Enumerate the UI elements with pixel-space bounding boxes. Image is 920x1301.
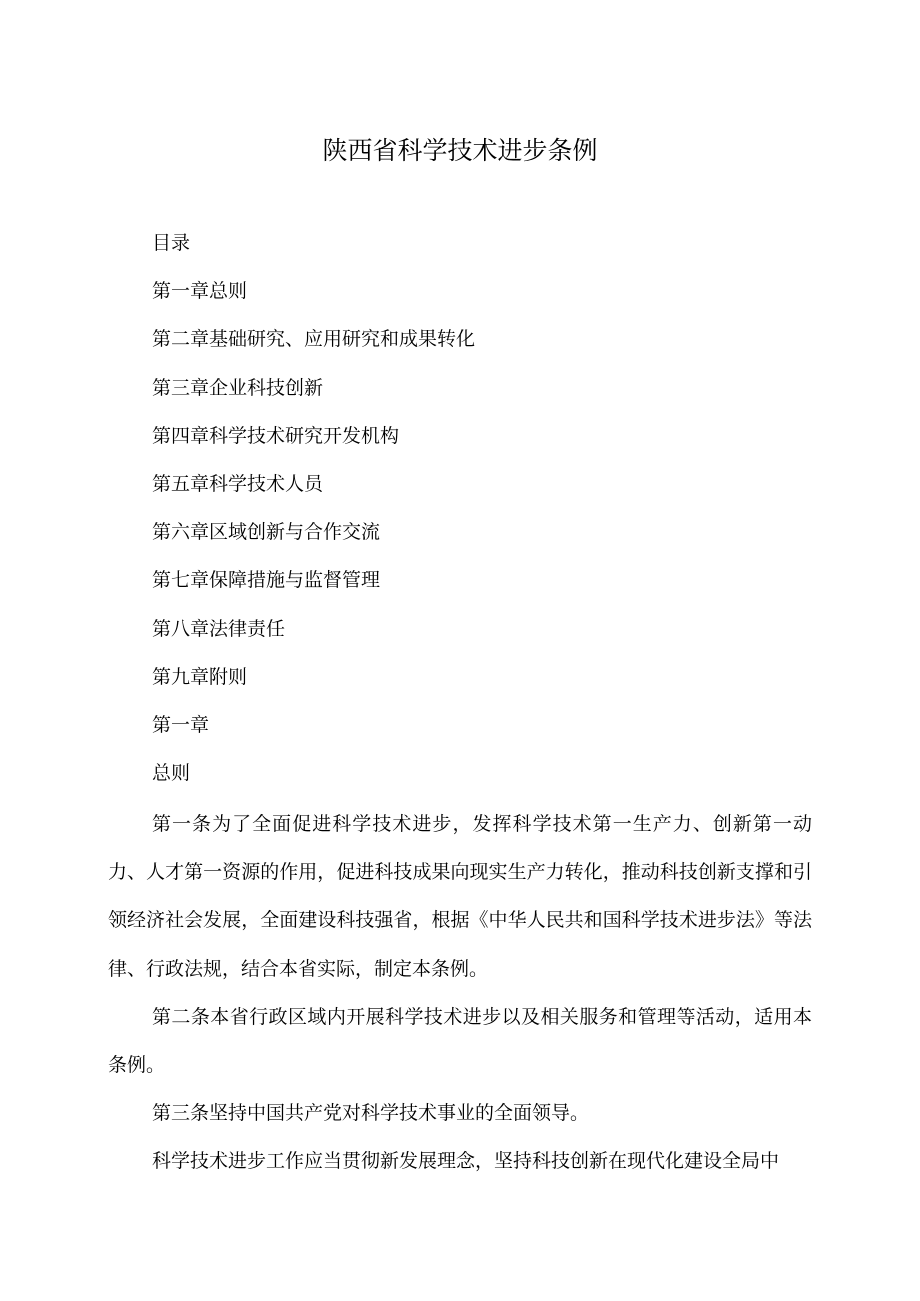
toc-item-chapter-9: 第九章附则 [152, 665, 248, 688]
toc-item-chapter-7: 第七章保障措施与监督管理 [152, 569, 381, 592]
toc-item-chapter-1: 第一章总则 [152, 280, 248, 303]
toc-item-chapter-2: 第二章基础研究、应用研究和成果转化 [152, 328, 476, 351]
article-2: 第二条本省行政区域内开展科学技术进步以及相关服务和管理等活动，适用本条例。 [108, 1005, 812, 1077]
toc-heading: 目录 [152, 232, 191, 254]
toc-item-chapter-3: 第三章企业科技创新 [152, 376, 324, 399]
document-body [108, 800, 812, 1186]
document-title: 陕西省科学技术进步条例 [322, 136, 598, 165]
chapter-heading-title: 总则 [152, 762, 191, 785]
toc-item-chapter-8: 第八章法律责任 [152, 617, 286, 640]
toc-item-chapter-6: 第六章区域创新与合作交流 [152, 521, 381, 544]
toc-item-chapter-4: 第四章科学技术研究开发机构 [152, 424, 400, 447]
chapter-heading-number: 第一章 [152, 713, 210, 736]
article-1: 第一条为了全面促进科学技术进步，发挥科学技术第一生产力、创新第一动力、人才第一资源的作用，促进科技成果向现实生产力转化，推动科技创新支撑和引领经济社会发展，全面建设科技强省，根据《中华人民共和国科学技术进步法》等法律、行政法规，结合本省实际，制定本条例。 [108, 813, 812, 980]
table-of-contents [152, 224, 832, 802]
article-3-paragraph-2: 科学技术进步工作应当贯彻新发展理念，坚持科技创新在现代化建设全局中 [152, 1150, 780, 1173]
toc-item-chapter-5: 第五章科学技术人员 [152, 472, 324, 495]
article-3: 第三条坚持中国共产党对科学技术事业的全面领导。 [152, 1102, 590, 1125]
